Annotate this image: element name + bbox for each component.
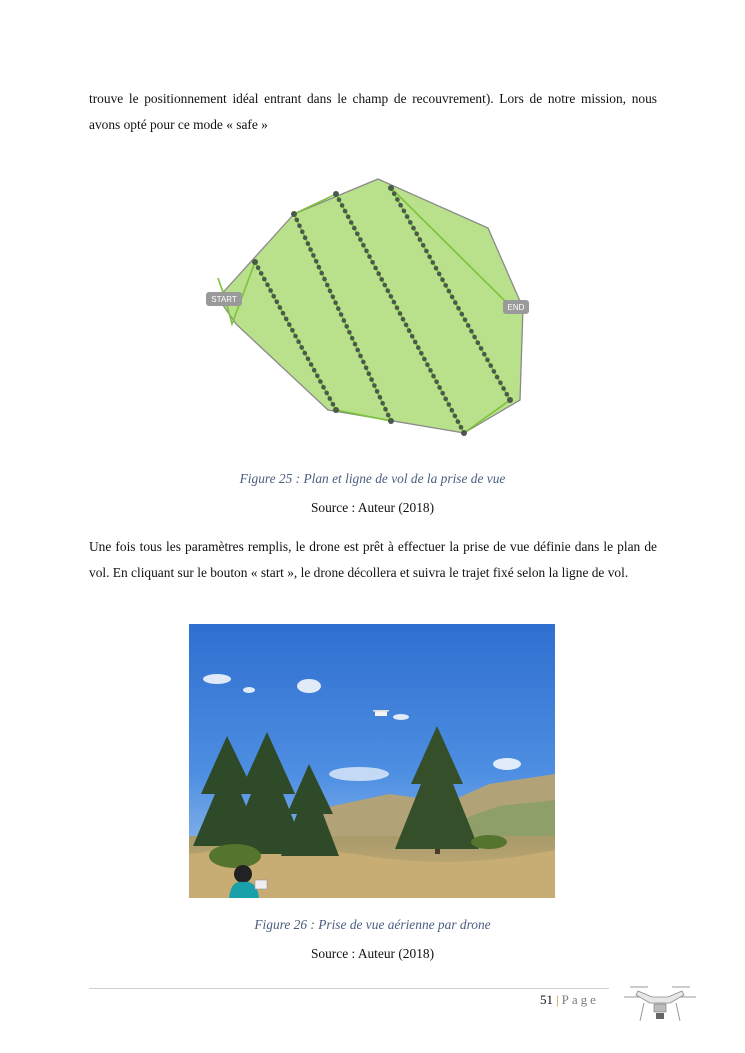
waypoint	[453, 300, 458, 305]
waypoint	[411, 226, 416, 231]
waypoint	[398, 203, 403, 208]
flight-plan-figure	[198, 148, 548, 443]
waypoint	[293, 334, 298, 339]
waypoint	[378, 395, 383, 400]
waypoint	[375, 389, 380, 394]
waypoint	[395, 306, 400, 311]
waypoint	[388, 418, 394, 424]
waypoint	[428, 368, 433, 373]
waypoint	[284, 317, 289, 322]
waypoint	[498, 381, 503, 386]
drone-photo	[189, 624, 555, 898]
waypoint	[414, 232, 419, 237]
waypoint	[256, 265, 261, 270]
waypoint	[262, 277, 267, 282]
waypoint	[443, 283, 448, 288]
waypoint	[450, 295, 455, 300]
waypoint	[443, 397, 448, 402]
figure-26-caption: Figure 26 : Prise de vue aérienne par drone	[254, 917, 491, 932]
drone-logo-icon	[622, 977, 698, 1027]
waypoint	[392, 191, 397, 196]
waypoint	[425, 362, 430, 367]
waypoint	[482, 352, 487, 357]
waypoint	[472, 335, 477, 340]
page-word: Page	[561, 992, 599, 1007]
waypoint	[252, 259, 258, 265]
waypoint	[361, 243, 366, 248]
waypoint	[492, 369, 497, 374]
waypoint	[364, 249, 369, 254]
waypoint	[456, 306, 461, 311]
waypoint	[300, 229, 305, 234]
body-paragraph-2: Une fois tous les paramètres remplis, le drone est prêt à effectuer la prise de vue définie dans le plan de vol. En cliquant sur le bouton « start », le drone décollera et suivra le trajet fixé selon la ligne de vol.	[89, 539, 657, 580]
waypoint	[456, 419, 461, 424]
waypoint	[331, 295, 336, 300]
waypoint	[422, 357, 427, 362]
end-label: END	[507, 303, 525, 312]
survey-area	[218, 179, 523, 433]
waypoint	[389, 294, 394, 299]
waypoint	[364, 366, 369, 371]
waypoint	[275, 300, 280, 305]
waypoint	[379, 277, 384, 282]
waypoint	[437, 385, 442, 390]
waypoint	[265, 283, 270, 288]
end-marker	[503, 300, 529, 314]
waypoint	[336, 306, 341, 311]
waypoint	[413, 340, 418, 345]
waypoint	[419, 351, 424, 356]
figure-25-source: Source : Auteur (2018)	[310, 500, 435, 515]
page-number	[540, 992, 599, 1008]
waypoint	[434, 266, 439, 271]
waypoint	[317, 265, 322, 270]
waypoint	[401, 317, 406, 322]
waypoint	[321, 385, 326, 390]
waypoint	[259, 271, 264, 276]
waypoint	[440, 391, 445, 396]
waypoint	[369, 377, 374, 382]
waypoint	[337, 197, 342, 202]
waypoint	[340, 203, 345, 208]
waypoint	[306, 241, 311, 246]
waypoint	[343, 209, 348, 214]
waypoint	[469, 329, 474, 334]
waypoint	[427, 255, 432, 260]
waypoint	[447, 289, 452, 294]
waypoint	[271, 294, 276, 299]
waypoint	[355, 348, 360, 353]
waypoint	[495, 375, 500, 380]
waypoint	[291, 211, 297, 217]
waypoint	[328, 396, 333, 401]
waypoint	[434, 380, 439, 385]
waypoint	[309, 362, 314, 367]
waypoint	[303, 351, 308, 356]
waypoint	[431, 260, 436, 265]
page-number-value: 51	[540, 992, 553, 1007]
waypoint	[296, 339, 301, 344]
waypoint	[408, 220, 413, 225]
waypoint	[355, 232, 360, 237]
waypoint	[405, 214, 410, 219]
waypoint	[376, 271, 381, 276]
waypoint	[339, 312, 344, 317]
page-separator: |	[556, 992, 559, 1007]
start-label: START	[211, 295, 237, 304]
waypoint	[488, 363, 493, 368]
waypoint	[281, 311, 286, 316]
waypoint	[501, 386, 506, 391]
waypoint	[353, 342, 358, 347]
waypoint	[431, 374, 436, 379]
waypoint	[346, 215, 351, 220]
waypoint	[416, 345, 421, 350]
waypoint	[410, 334, 415, 339]
waypoint	[392, 300, 397, 305]
waypoint	[485, 358, 490, 363]
waypoint	[290, 328, 295, 333]
waypoint	[386, 413, 391, 418]
waypoint	[333, 300, 338, 305]
waypoint	[463, 318, 468, 323]
waypoint	[459, 425, 464, 430]
waypoint	[303, 235, 308, 240]
waypoint	[333, 407, 339, 413]
waypoint	[407, 328, 412, 333]
waypoint	[380, 401, 385, 406]
waypoint	[404, 323, 409, 328]
waypoint	[383, 407, 388, 412]
waypoint	[440, 277, 445, 282]
waypoint	[308, 247, 313, 252]
waypoint	[331, 402, 336, 407]
figure-26-source: Source : Auteur (2018)	[310, 946, 435, 961]
waypoint	[505, 392, 510, 397]
waypoint	[424, 249, 429, 254]
waypoint	[386, 288, 391, 293]
waypoint	[349, 220, 354, 225]
waypoint	[479, 346, 484, 351]
figure-25-caption: Figure 25 : Plan et ligne de vol de la prise de vue	[239, 471, 506, 486]
waypoint	[342, 318, 347, 323]
waypoint	[319, 271, 324, 276]
waypoint	[466, 323, 471, 328]
waypoint	[373, 266, 378, 271]
footer-rule	[89, 988, 609, 989]
waypoint	[324, 391, 329, 396]
waypoint	[322, 277, 327, 282]
waypoint	[268, 288, 273, 293]
waypoint	[350, 336, 355, 341]
waypoint	[421, 243, 426, 248]
waypoint	[450, 408, 455, 413]
start-marker	[206, 292, 242, 306]
drone-icon	[373, 710, 389, 716]
waypoint	[447, 402, 452, 407]
waypoint	[507, 397, 513, 403]
waypoint	[461, 430, 467, 436]
waypoint	[314, 259, 319, 264]
waypoint	[315, 374, 320, 379]
waypoint	[372, 383, 377, 388]
waypoint	[402, 209, 407, 214]
waypoint	[358, 237, 363, 242]
waypoint	[299, 345, 304, 350]
waypoint	[476, 340, 481, 345]
waypoint	[361, 360, 366, 365]
waypoint	[344, 324, 349, 329]
waypoint	[367, 254, 372, 259]
body-paragraph-1: trouve le positionnement idéal entrant dans le champ de recouvrement). Lors de notre mission, nous avons opté pour ce mode « safe »	[89, 91, 657, 132]
waypoint	[460, 312, 465, 317]
waypoint	[398, 311, 403, 316]
waypoint	[352, 226, 357, 231]
waypoint	[453, 414, 458, 419]
waypoint	[295, 218, 300, 223]
waypoint	[395, 197, 400, 202]
waypoint	[278, 305, 283, 310]
waypoint	[333, 191, 339, 197]
waypoint	[318, 379, 323, 384]
waypoint	[328, 289, 333, 294]
waypoint	[311, 253, 316, 258]
waypoint	[383, 283, 388, 288]
waypoint	[370, 260, 375, 265]
waypoint	[312, 368, 317, 373]
waypoint	[325, 283, 330, 288]
waypoint	[388, 185, 394, 191]
waypoint	[287, 322, 292, 327]
waypoint	[418, 237, 423, 242]
waypoint	[347, 330, 352, 335]
waypoint	[437, 272, 442, 277]
waypoint	[297, 224, 302, 229]
waypoint	[367, 371, 372, 376]
waypoint	[358, 354, 363, 359]
waypoint	[306, 357, 311, 362]
